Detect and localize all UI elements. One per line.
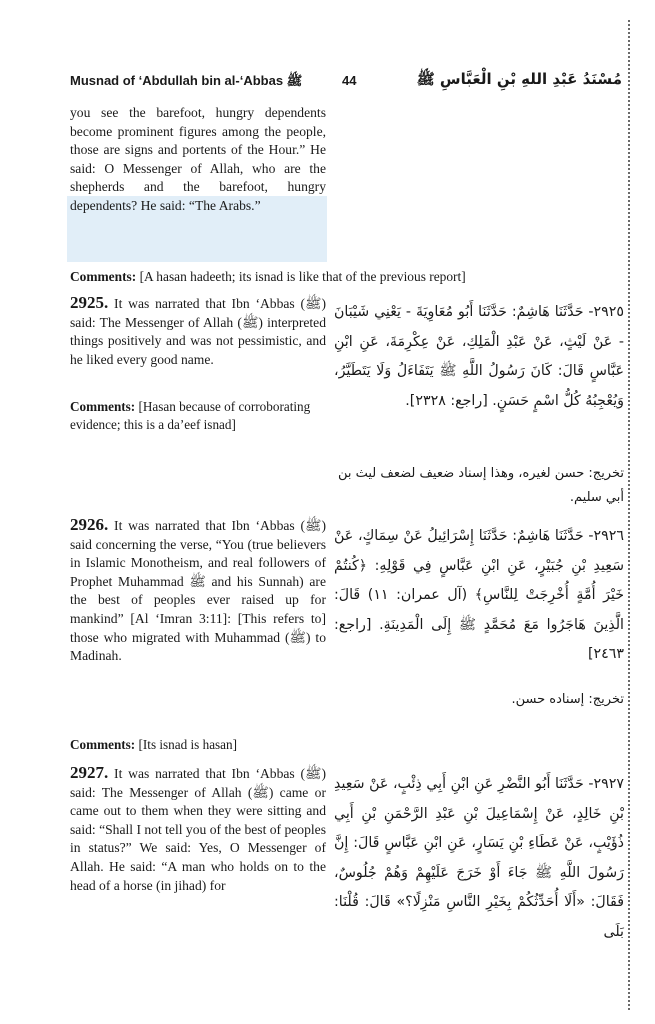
comment-text: [Hasan because of corroborating evidence; this is a da’eef isnad] — [70, 399, 311, 432]
intro-paragraph[interactable]: you see the barefoot, hungry dependents become prominent figures among the people, those are signs and portents of the Hour.” He said: O Messenger of Allah, who are the shepherds and the barefoot, hungry dependents? He said: “The Arabs.” — [70, 105, 326, 213]
binding-edge — [628, 20, 633, 1010]
hadith-text: It was narrated that Ibn ‘Abbas (ﷺ) said: The Messenger of Allah (ﷺ) interpreted things positively and was not pessimistic, and he liked every good name. — [70, 296, 326, 367]
comment-text: [Its isnad is hasan] — [138, 737, 238, 752]
hadith-2925-english[interactable] — [70, 294, 326, 369]
hadith-number: 2925. — [70, 293, 109, 312]
header-english-title: Musnad of ‘Abdullah bin al-‘Abbas ﷺ — [70, 73, 303, 88]
hadith-number: 2926. — [70, 515, 109, 534]
hadith-text: It was narrated that Ibn ‘Abbas (ﷺ) said concerning the verse, “You (true believers in Islamic Monotheism, and real followers of Prophet Muhammad ﷺ and his Sunnah) are the best of peoples ever raised up for mankind” [Al ‘Imran 3:11]: [This refers to] those who migrated with Muhammad (ﷺ) to Madinah. — [70, 518, 326, 664]
comment-label: Comments: — [70, 399, 136, 414]
hadith-text: It was narrated that Ibn ‘Abbas (ﷺ) said: The Messenger of Allah (ﷺ) came or came out to them when they were sitting and said: “Shall I not tell you of the best of peoples in status?” We said: Yes, O Messenger of Allah. He said: “A man who holds on to the head of a horse (in jihad) for — [70, 766, 326, 893]
hadith-2927-english[interactable] — [70, 764, 326, 895]
hadith-number: 2927. — [70, 763, 109, 782]
hadith-2926-comment — [70, 736, 326, 754]
hadith-2925-comment — [70, 398, 326, 433]
hadith-2926-arabic[interactable]: ٢٩٢٦- حَدَّثَنَا هَاشِمٌ: حَدَّثَنَا إِسْرَائِيلُ عَنْ سِمَاكٍ، عَنْ سَعِيدِ بْنِ جُبَيْرٍ، عَنِ ابْنِ عَبَّاسٍ فِي قَوْلِهِ: ﴿كُنتُمْ خَيْرَ أُمَّةٍ أُخْرِجَتْ لِلنَّاسِ﴾ (آل عمران: ١١) قَالَ: الَّذِينَ هَاجَرُوا مَعَ مُحَمَّدٍ ﷺ إِلَى الْمَدِينَةِ. [راجع: ٢٤٦٣] — [334, 528, 624, 662]
running-header — [70, 70, 622, 92]
hadith-2925-arabic[interactable]: ٢٩٢٥- حَدَّثَنَا هَاشِمٌ: حَدَّثَنَا أَبُو مُعَاوِيَةَ - يَعْنِي شَيْبَانَ - عَنْ لَيْثٍ، عَنْ عَبْدِ الْمَلِكِ، عَنْ عِكْرِمَةَ، عَنِ ابْنِ عَبَّاسٍ قَالَ: كَانَ رَسُولُ اللَّهِ ﷺ يَتَفَاءَلُ وَلَا يَتَطَيَّرُ، وَيُعْجِبُهُ كُلُّ اسْمٍ حَسَنٍ. [راجع: ٢٣٢٨]. — [334, 304, 624, 409]
header-arabic-title: مُسْنَدُ عَبْدِ اللهِ بْنِ الْعَبَّاسِ ﷺ — [416, 70, 622, 88]
page-number: 44 — [342, 73, 357, 88]
comment-top — [70, 268, 625, 286]
hadith-2926-arabic-comment: تخريج: إسناده حسن. — [511, 692, 624, 707]
comment-text: [A hasan hadeeth; its isnad is like that of the previous report] — [139, 269, 466, 284]
comment-label: Comments: — [70, 737, 136, 752]
hadith-2927-arabic[interactable]: ٢٩٢٧- حَدَّثَنَا أَبُو النَّضْرِ عَنِ ابْنِ أَبِي ذِئْبٍ، عَنْ سَعِيدِ بْنِ خَالِدٍ، عَنْ إِسْمَاعِيلَ بْنِ عَبْدِ الرَّحْمَنِ بْنِ أَبِي ذُؤَيْبٍ، عَنْ عَطَاءِ بْنِ يَسَارٍ، عَنِ ابْنِ عَبَّاسٍ قَالَ: إِنَّ رَسُولَ اللَّهِ ﷺ جَاءَ أَوْ خَرَجَ عَلَيْهِمْ وَهُمْ جُلُوسٌ، فَقَالَ: «أَلَا أُحَدِّثُكُمْ بِخَيْرِ النَّاسِ مَنْزِلًا؟» قَالَ: قُلْنَا: بَلَى — [334, 776, 624, 940]
comment-label: Comments: — [70, 269, 137, 284]
hadith-2925-arabic-comment: تخريج: حسن لغيره، وهذا إسناد ضعيف لضعف ليث بن أبي سليم. — [337, 466, 624, 505]
hadith-2926-english[interactable] — [70, 516, 326, 666]
